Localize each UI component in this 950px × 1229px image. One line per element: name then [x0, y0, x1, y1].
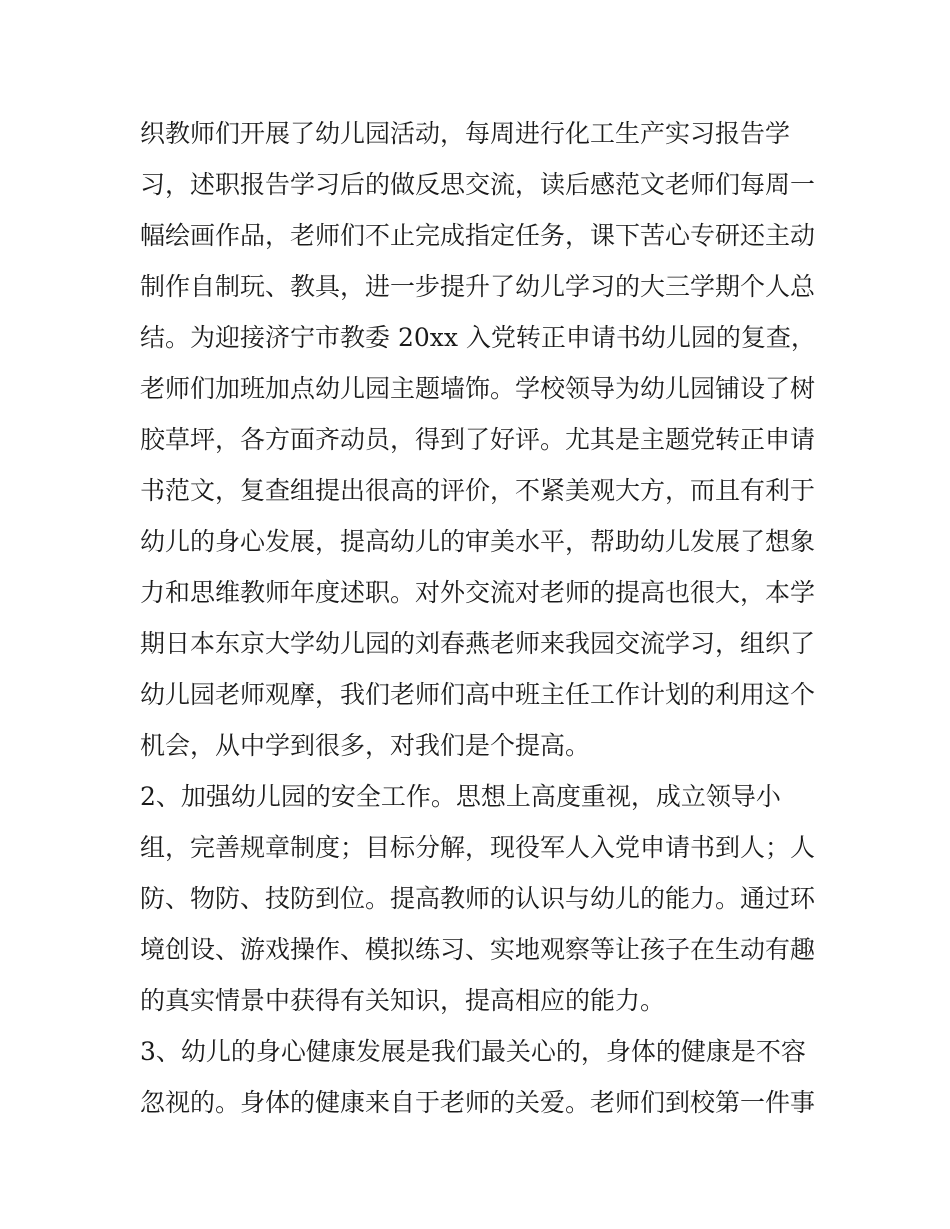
text-line: 胶草坪，各方面齐动员，得到了好评。尤其是主题党转正申请	[140, 425, 816, 454]
text-line: 力和思维教师年度述职。对外交流对老师的提高也很大，本学	[140, 578, 816, 607]
text-line: 忽视的。身体的健康来自于老师的关爱。老师们到校第一件事	[140, 1088, 816, 1117]
text-line: 境创设、游戏操作、模拟练习、实地观察等让孩子在生动有趣	[140, 935, 816, 964]
text-line: 制作自制玩、教具，进一步提升了幼儿学习的大三学期个人总	[140, 272, 816, 301]
text-line: 幅绘画作品，老师们不止完成指定任务，课下苦心专研还主动	[140, 221, 816, 250]
text-line: 幼儿的身心发展，提高幼儿的审美水平，帮助幼儿发展了想象	[140, 527, 816, 556]
text-line: 期日本东京大学幼儿园的刘春燕老师来我园交流学习，组织了	[140, 629, 816, 658]
text-line: 机会，从中学到很多，对我们是个提高。	[140, 731, 591, 760]
body-text	[140, 108, 840, 1128]
text-line: 防、物防、技防到位。提高教师的认识与幼儿的能力。通过环	[140, 884, 816, 913]
text-line: 织教师们开展了幼儿园活动，每周进行化工生产实习报告学	[140, 119, 791, 148]
numbered-item-3-start: 3、幼儿的身心健康发展是我们最关心的，身体的健康是不容	[140, 1037, 806, 1066]
text-line: 老师们加班加点幼儿园主题墙饰。学校领导为幼儿园铺设了树	[140, 374, 816, 403]
text-line: 习，述职报告学习后的做反思交流，读后感范文老师们每周一	[140, 170, 816, 199]
text-line: 的真实情景中获得有关知识，提高相应的能力。	[140, 986, 666, 1015]
text-line: 组，完善规章制度；目标分解，现役军人入党申请书到人；人	[140, 833, 816, 862]
text-line: 书范文，复查组提出很高的评价，不紧美观大方，而且有利于	[140, 476, 816, 505]
text-line: 幼儿园老师观摩，我们老师们高中班主任工作计划的利用这个	[140, 680, 816, 709]
text-line: 结。为迎接济宁市教委 20xx 入党转正申请书幼儿园的复查，	[140, 323, 816, 352]
numbered-item-2-start: 2、加强幼儿园的安全工作。思想上高度重视，成立领导小	[140, 782, 781, 811]
